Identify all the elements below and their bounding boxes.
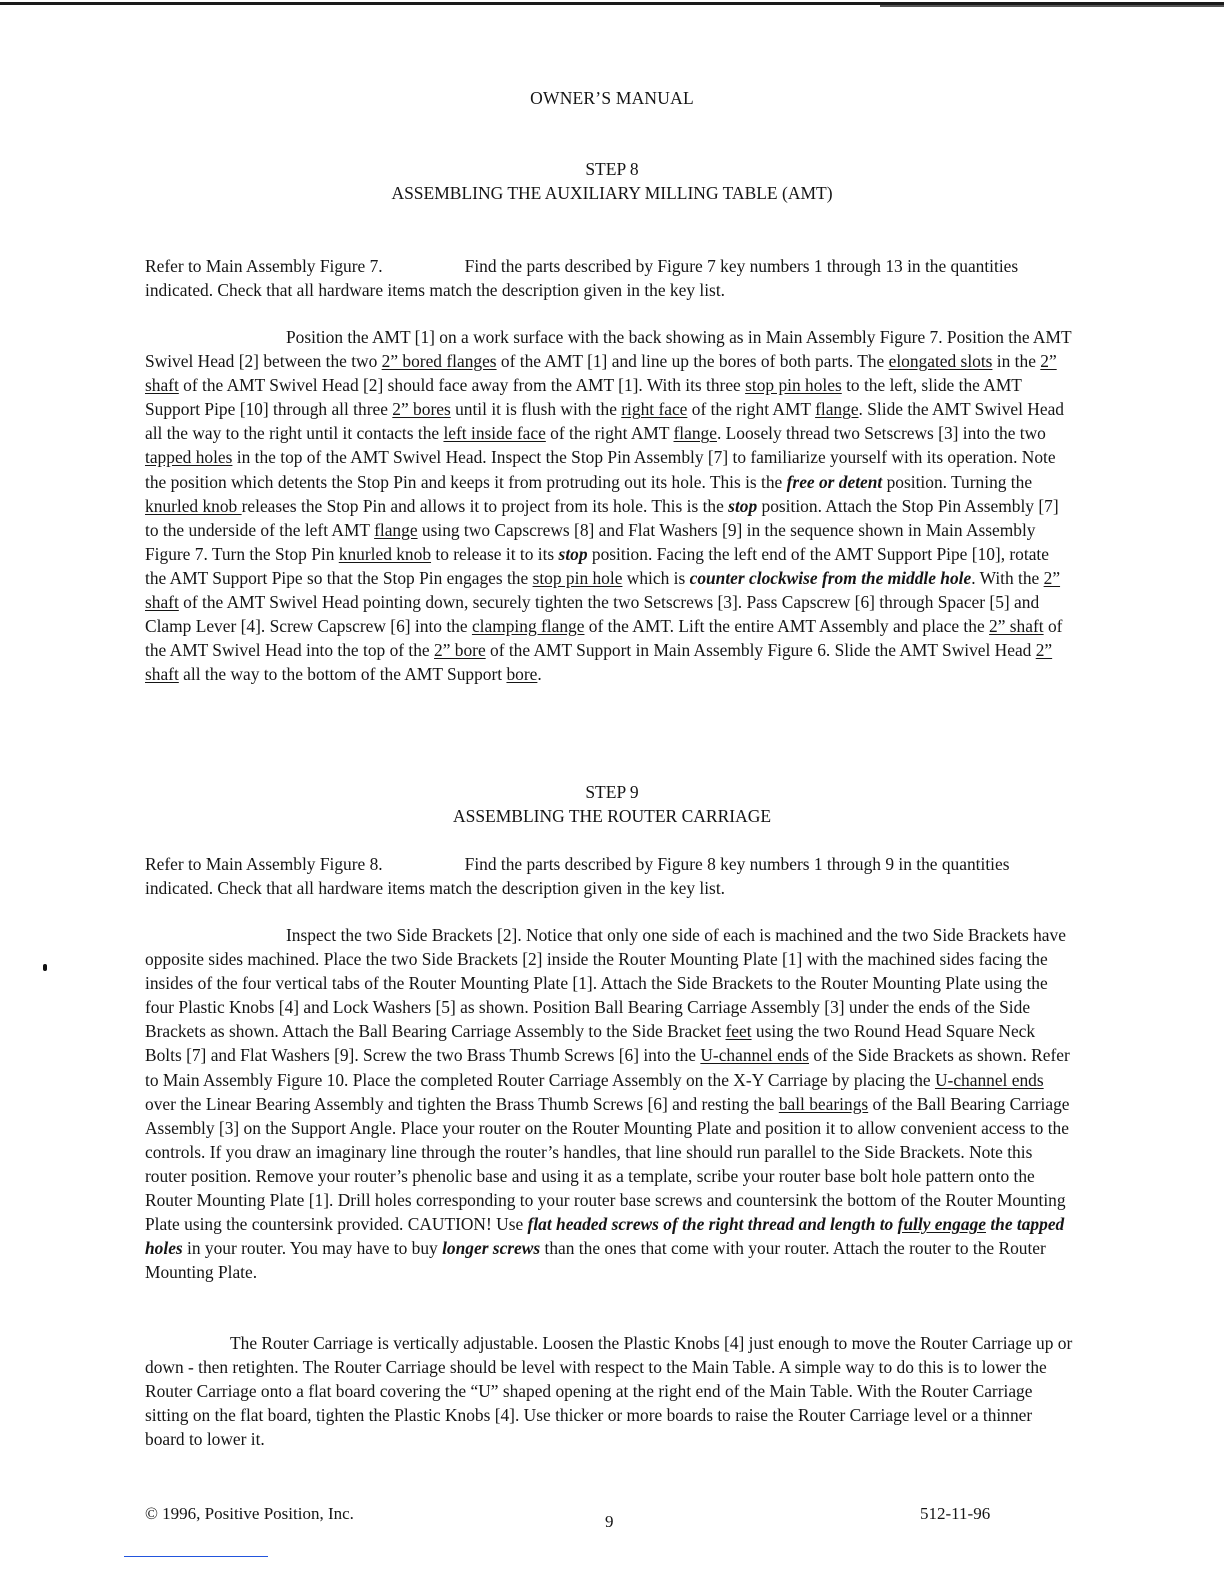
step-8-refer: Refer to Main Assembly Figure 7. [145, 256, 383, 276]
term-flange: flange [815, 399, 859, 420]
footer-document-code: 512-11-96 [920, 1504, 991, 1523]
footer-page-number: 9 [605, 1512, 614, 1531]
emphasis-counter-clockwise: counter clockwise from the middle hole [689, 567, 972, 588]
step-8-title: ASSEMBLING THE AUXILIARY MILLING TABLE (AMT) [391, 183, 833, 203]
term-shaft: 2” shaft [145, 640, 1053, 685]
emphasis-stop: stop [558, 543, 588, 564]
step-9-paragraph-2: Inspect the two Side Brackets [2]. Notice that only one side of each is machined and the two Side Brackets have opposite sides machined. Place the two Side Brackets [2] inside the Router Mounting Plate [1] with the machined sides facing the insides of the four vertical tabs of the Router Mounting Plate [1]. Attach the Side Brackets to the Router Mounting Plate using the four Plastic Knobs [4] and Lock Washers [5] as shown. Position Ball Bearing Carriage Assembly [3] under the ends of the Side Brackets as shown. Attach the Ball Bearing Carriage Assembly to the Side Bracket feet using the two Round Head Square Neck Bolts [7] and Flat Washers [9]. Screw the two Brass Thumb Screws [6] into the U-channel ends of the Side Brackets as shown. Refer to Main Assembly Figure 10. Place the completed Router Carriage Assembly on the X-Y Carriage by placing the U-channel ends over the Linear Bearing Assembly and tighten the Brass Thumb Screws [6] and resting the ball bearings of the Ball Bearing Carriage Assembly [3] on the Support Angle. Place your router on the Router Mounting Plate and position it to allow convenient access to the controls. If you draw an imaginary line through the router’s handles, that line should run parallel to the Side Brackets. Note this router position. Remove your router’s phenolic base and using it as a template, scribe your router base bolt hole pattern onto the Router Mounting Plate [1]. Drill holes corresponding to your router base screws and countersink the bottom of the Router Mounting Plate using the countersink provided. CAUTION! Use flat headed screws of the right thread and length to fully engage the tapped holes in your router. You may have to buy longer screws than the ones that come with your router. Attach the router to the Router Mounting Plate. [145, 925, 1070, 1283]
margin-mark [43, 964, 47, 971]
caution-flat-headed-screws: flat headed screws of the right thread and length to [527, 1214, 898, 1235]
step-8-paragraph-2: Position the AMT [1] on a work surface with the back showing as in Main Assembly Figure 7. Position the AMT Swivel Head [2] between the two 2” bored flanges of the AMT [1] and line up the bores of both parts. The elongated slots in the 2” shaft of the AMT Swivel Head [2] should face away from the AMT [1]. With its three stop pin holes to the left, slide the AMT Support Pipe [10] through all three 2” bores until it is flush with the right face of the right AMT flange. Slide the AMT Swivel Head all the way to the right until it contacts the left inside face of the right AMT flange. Loosely thread two Setscrews [3] into the two tapped holes in the top of the AMT Swivel Head. Inspect the Stop Pin Assembly [7] to familiarize yourself with its operation. Note the position which detents the Stop Pin and keeps it from protruding out its hole. This is the free or detent position. Turning the knurled knob releases the Stop Pin and allows it to project from its hole. This is the stop position. Attach the Stop Pin Assembly [7] to the underside of the left AMT flange using two Capscrews [8] and Flat Washers [9] in the sequence shown in Main Assembly Figure 7. Turn the Stop Pin knurled knob to release it to its stop position. Facing the left end of the AMT Support Pipe [10], rotate the AMT Support Pipe so that the Stop Pin engages the stop pin hole which is counter clockwise from the middle hole. With the 2” shaft of the AMT Swivel Head pointing down, securely tighten the two Setscrews [3]. Pass Capscrew [6] through Spacer [5] and Clamp Lever [4]. Screw Capscrew [6] into the clamping flange of the AMT. Lift the entire AMT Assembly and place the 2” shaft of the AMT Swivel Head into the top of the 2” bore of the AMT Support in Main Assembly Figure 6. Slide the AMT Swivel Head 2” shaft all the way to the bottom of the AMT Support bore. [145, 327, 1072, 685]
step-9-title: ASSEMBLING THE ROUTER CARRIAGE [452, 806, 772, 826]
term-flange: flange [374, 519, 418, 540]
step-9-paragraph-3: The Router Carriage is vertically adjustable. Loosen the Plastic Knobs [4] just enough to move the Router Carriage up or down - then retighten. The Router Carriage should be level with respect to the Main Table. A simple way to do this is to lower the Router Carriage onto a flat board covering the “U” shaped opening at the right end of the Main Table. With the Router Carriage sitting on the flat board, tighten the Plastic Knobs [4]. Use thicker or more boards to raise the Router Carriage level or a thinner board to lower it. [145, 1333, 1073, 1450]
term-shaft: 2” shaft [989, 616, 1044, 637]
term-flange: flange [673, 423, 717, 444]
step-9-paragraph-1 [145, 852, 1073, 900]
step-8-number: STEP 8 [585, 159, 639, 179]
emphasis-free-or-detent: free or detent [786, 471, 883, 492]
step-8-find-parts: Find the parts described by Figure 7 key numbers 1 through 13 in the quantities indicated. Check that all hardware items match the description given in the key list. [145, 256, 1019, 301]
term-left-inside-face: left inside face [443, 423, 546, 444]
term-right-face: right face [621, 399, 688, 420]
step-9-find-parts: Find the parts described by Figure 8 key numbers 1 through 9 in the quantities indicated. Check that all hardware items match the description given in the key list. [145, 854, 1010, 899]
caution-tapped-holes: the tapped holes [145, 1214, 1065, 1259]
step-9-heading [0, 780, 1224, 828]
step-9-number: STEP 9 [585, 782, 639, 802]
emphasis-longer-screws: longer screws [442, 1238, 541, 1259]
term-clamping-flange: clamping flange [471, 616, 585, 637]
term-knurled-knob: knurled knob [145, 495, 242, 516]
top-rule-tail [880, 5, 1224, 7]
term-stop-pin-holes: stop pin holes [745, 375, 842, 396]
term-tapped-holes: tapped holes [145, 447, 233, 468]
footer-rule [124, 1556, 268, 1557]
term-u-channel-ends: U-channel ends [700, 1045, 809, 1066]
term-shaft: 2” shaft [145, 351, 1057, 396]
term-feet: feet [725, 1021, 752, 1042]
term-ball-bearings: ball bearings [778, 1093, 869, 1114]
step-8-heading [0, 157, 1224, 205]
step-9-refer: Refer to Main Assembly Figure 8. [145, 854, 383, 874]
term-bored-flanges: 2” bored flanges [381, 351, 497, 372]
term-bore: 2” bore [434, 640, 486, 661]
caution-fully-engage: fully engage [897, 1214, 986, 1235]
term-knurled-knob: knurled knob [338, 543, 432, 564]
emphasis-stop: stop [728, 495, 758, 516]
term-u-channel-ends: U-channel ends [934, 1069, 1044, 1090]
term-bore: bore [506, 664, 538, 685]
term-bores: 2” bores [392, 399, 451, 420]
term-stop-pin-hole: stop pin hole [532, 567, 623, 588]
footer-copyright: © 1996, Positive Position, Inc. [145, 1504, 354, 1523]
step-8-paragraph-1 [145, 254, 1073, 302]
term-elongated-slots: elongated slots [888, 351, 993, 372]
page-header: OWNER’S MANUAL [530, 88, 694, 108]
term-shaft: 2” shaft [145, 567, 1061, 613]
